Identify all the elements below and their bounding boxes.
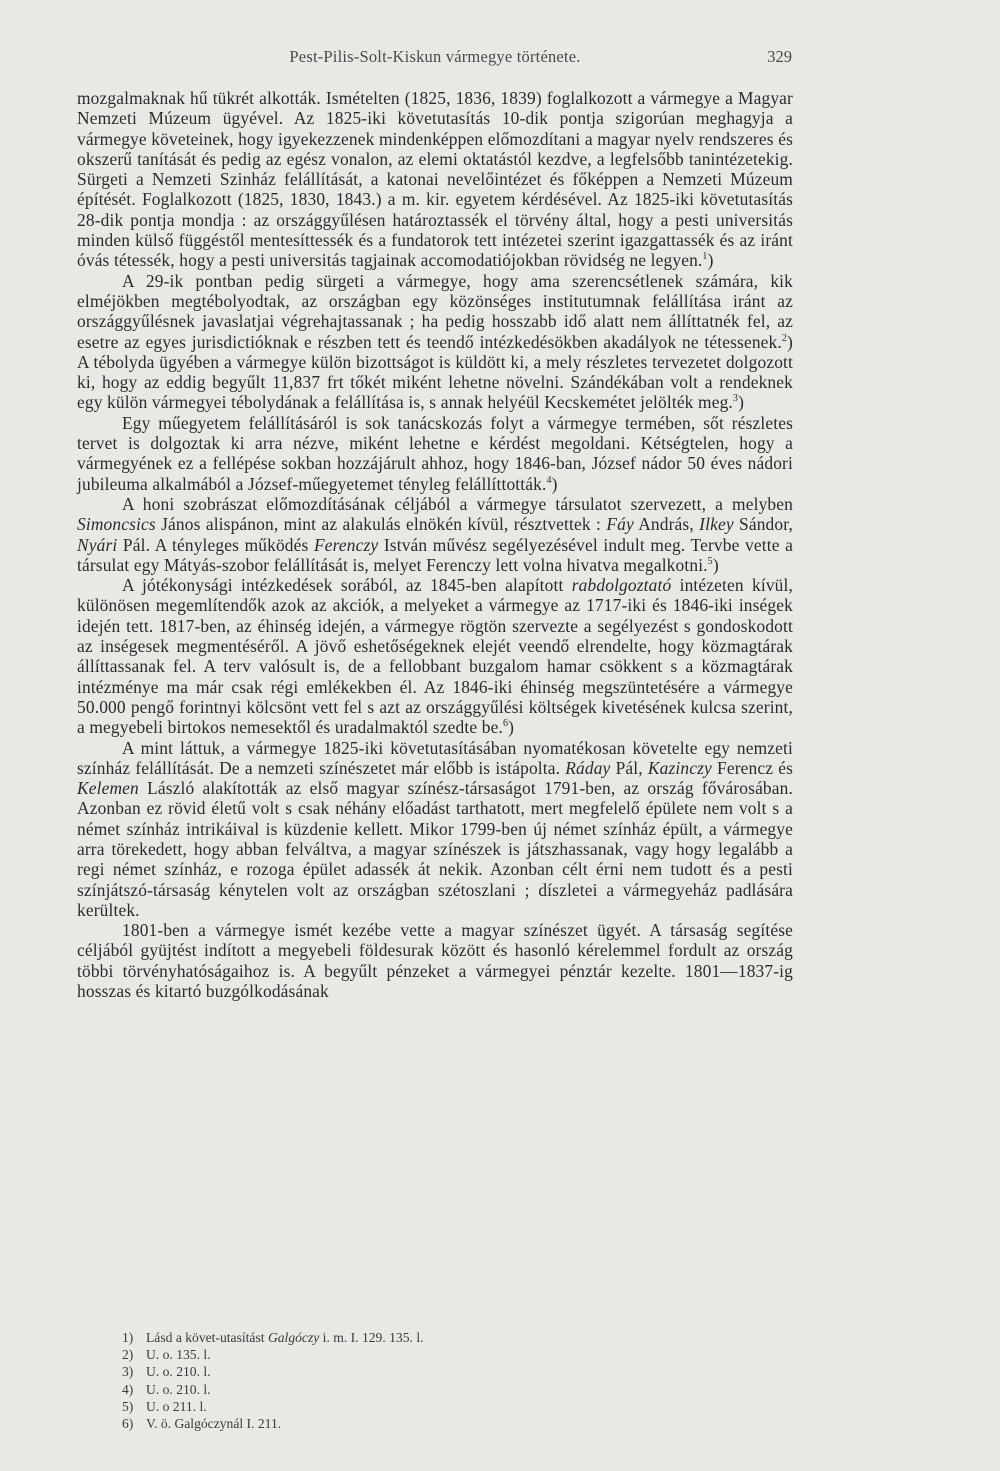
- italic-name: Galgóczy: [267, 1330, 320, 1345]
- footnote-ref: 2: [781, 332, 788, 344]
- text-run: ): [712, 554, 719, 575]
- running-title: Pest-Pilis-Solt-Kiskun vármegye története.: [289, 47, 581, 66]
- paragraph: [77, 575, 793, 737]
- footnote: [122, 1381, 642, 1398]
- page-header: [78, 47, 792, 71]
- italic-name: Ferenczy: [314, 534, 379, 555]
- text-run: ): [551, 473, 558, 494]
- text-run: i. m. I. 129. 135. l.: [319, 1330, 424, 1345]
- text-run: A 29-ik pontban pedig sürgeti a vármegye, hogy ama szerencsétlenek számára, kik elméjökben megtébolyodtak, az országban egy közönséges institutumnak felállítása iránt az országgyűlésnek javaslatjai végrehajtassanak ; ha pedig hosszabb idő alatt nem állíttatnék fel, az esetre az egyes jurisdictióknak e részben tett és teendő intézkedésökben akadályok ne tétessenek.: [77, 270, 793, 352]
- footnote-ref: 1: [702, 251, 708, 263]
- italic-name: rabdolgoztató: [571, 575, 672, 596]
- footnote-number: 5): [122, 1398, 134, 1414]
- text-run: A honi szobrászat előmozdításának céljából a vármegye társulatot szervezett, a melyben: [122, 493, 793, 514]
- page-number: 329: [767, 47, 792, 66]
- text-run: ): [508, 717, 515, 738]
- text-run: ) A tébolyda ügyében a vármegye külön bizottságot is küldött ki, a mely részletes tervezetet dolgozott ki, hogy az eddig begyűlt 11,837 frt tőkét miként lehetne növelni. Szándékában volt a rendeknek egy külön vármegyei tébolydának a felállítása is, s annak helyéül Kecskemétet jelölték meg.: [77, 331, 793, 413]
- text-run: U. o. 210. l.: [146, 1364, 211, 1380]
- italic-name: Simoncsics: [77, 514, 156, 535]
- text-run: A mint láttuk, a vármegye 1825-iki követutasításában nyomatékosan követelte egy nemzeti színház felállítását. De a nemzeti színészetet már előbb is istápolta.: [77, 737, 793, 778]
- footnote-number: 6): [122, 1416, 134, 1432]
- footnote-ref: 6: [502, 718, 509, 730]
- footnotes: [122, 1329, 642, 1432]
- text-run: Egy műegyetem felállításáról is sok tanácskozás folyt a vármegye termében, sőt részletes tervet is dolgoztak ki arra nézve, miként lehetne e kérdést megoldani. Kétségtelen, hogy a vármegyének ez a fellépése sokban hozzájárult ahhoz, hogy 1846-ban, József nádor 50 éves nádori jubileuma alkalmából a József-műegyetemet tényleg felállíttották.: [77, 412, 793, 494]
- footnote-ref: 3: [732, 393, 739, 405]
- text-run: intézeten kívül, különösen megemlítendők azok az akciók, a melyeket a vármegye az 1717-iki és 1846-iki inségek idején tett. 1817-ben, az éhinség idején, a vármegye rögtön szervezte a segélyezést s gondoskodott az inségesek megmentéséről. A jövő eshetőségeknek elejét veendő elrendelte, hogy közmagtárak állíttassanak fel. A terv valósult is, de a fellobbant buzgalom hamar csökkent s a közmagtárak intézménye ma már csak régi emlékekben él. Az 1846-iki éhinség megszüntetésére a vármegye 50.000 pengő forintnyi kölcsönt vett fel s azt az országgyűlési költségek kivetésének kulcsa szerint, a megyebeli birtokos nemesektől és uradalmaktól szedte be.: [77, 575, 793, 738]
- footnote-number: 1): [122, 1330, 134, 1345]
- text-run: István művész segélyezésével indult meg. Tervbe vette a társulat egy Mátyás-szobor felállítását is, melyet Ferenczy lett volna hivatva megalkotni.: [77, 534, 793, 575]
- paragraph: [77, 920, 793, 1001]
- footnote: [122, 1398, 642, 1415]
- text-run: V. ö. Galgóczynál I. 211.: [146, 1416, 282, 1432]
- footnote-ref: 4: [546, 474, 552, 486]
- paragraph: [77, 494, 793, 575]
- text-run: László alakították az első magyar színész-társaságot 1791-ben, az ország fővárosában. Azonban ez rövid életű volt s csak néhány előadást tarthatott, mert megfelelő épülete nem volt s a német színház intrikáival is küzdenie kellett. Mikor 1799-ben új német színház épült, a vármegye arra törekedett, hogy abban felváltva, a magyar színészek is játszhassanak, vagy hogy legalább a regi német színház, e rozoga épület adassék át nekik. Azonban célt érni nem tudott és a pesti színjátszó-társaság kénytelen volt az országban szétoszlani ; díszletei a vármegyeház padlására kerültek.: [77, 778, 793, 920]
- text-run: U. o. 210. l.: [146, 1381, 211, 1397]
- paragraph: [77, 738, 793, 921]
- footnote-number: 4): [122, 1381, 134, 1397]
- footnote: [122, 1363, 642, 1380]
- footnote-number: 2): [122, 1347, 134, 1363]
- text-run: János alispánon, mint az alakulás elnökén kívül, résztvettek :: [155, 514, 607, 535]
- text-run: mozgalmaknak hű tükrét alkották. Ismételten (1825, 1836, 1839) foglalkozott a vármegye a Magyar Nemzeti Múzeum ügyével. Az 1825-iki követutasítás 10-dik pontja szigorúan meghagyja a vármegye követeinek, hogy igyekezzenek mindenképpen előmozdítani a magyar nyelv rendszeres és okszerű tanítását és pedig az egész vonalon, az elemi oktatástól kezdve, a legfelsőbb tanintézetekig. Sürgeti a Nemzeti Szinház felállítását, a katonai nevelőintézet és főképpen a Nemzeti Múzeum építését. Foglalkozott (1825, 1830, 1843.) a m. kir. egyetem kérdésével. Az 1825-iki követutasítás 28-dik pontja mondja : az országgyűlésen határoztassék el törvény által, hogy a pesti universitás minden külső függéstől mentesíttessék és a fundatorok tett intézetei szerint igazgattassék és az iránt óvás tétessék, hogy a pesti universitás tagjainak accomodatiójokban rövidség ne legyen.: [77, 88, 793, 271]
- paragraph: [77, 271, 793, 413]
- text-run: András,: [633, 514, 700, 535]
- text-run: Ferencz és: [711, 757, 793, 778]
- text-run: ): [738, 392, 745, 413]
- body-text: [77, 88, 793, 1001]
- paragraph: [77, 88, 793, 271]
- footnote-number: 3): [122, 1364, 134, 1380]
- paragraph: [77, 413, 793, 494]
- footnote: [122, 1415, 642, 1432]
- text-run: Pál. A tényleges működés: [117, 534, 314, 555]
- footnote: [122, 1329, 642, 1346]
- text-run: Lásd a követ-utasítást: [146, 1330, 268, 1345]
- italic-name: Nyári: [77, 534, 118, 555]
- italic-name: Fáy: [606, 514, 634, 535]
- text-run: 1801-ben a vármegye ismét kezébe vette a magyar színészet ügyét. A társaság segítése céljából gyüjtést indított a megyebeli földesurak között és hasonló kérelemmel fordult az ország többi törvényhatóságaihoz is. A begyűlt pénzeket a vármegyei pénztár kezelte. 1801—1837-ig hosszas és kitartó buzgólkodásának: [77, 920, 793, 1002]
- text-run: U. o 211. l.: [146, 1398, 207, 1414]
- italic-name: Kazinczy: [647, 757, 712, 778]
- text-run: Pál,: [610, 757, 648, 778]
- text-run: U. o. 135. l.: [146, 1347, 211, 1363]
- italic-name: Ráday: [565, 757, 611, 778]
- italic-name: Kelemen: [77, 778, 139, 799]
- text-run: A jótékonysági intézkedések sorából, az 1845-ben alapított: [122, 575, 572, 596]
- footnote: [122, 1346, 642, 1363]
- footnote-ref: 5: [707, 556, 713, 568]
- text-run: ): [707, 250, 714, 271]
- italic-name: Ilkey: [699, 514, 734, 535]
- text-run: Sándor,: [733, 514, 793, 535]
